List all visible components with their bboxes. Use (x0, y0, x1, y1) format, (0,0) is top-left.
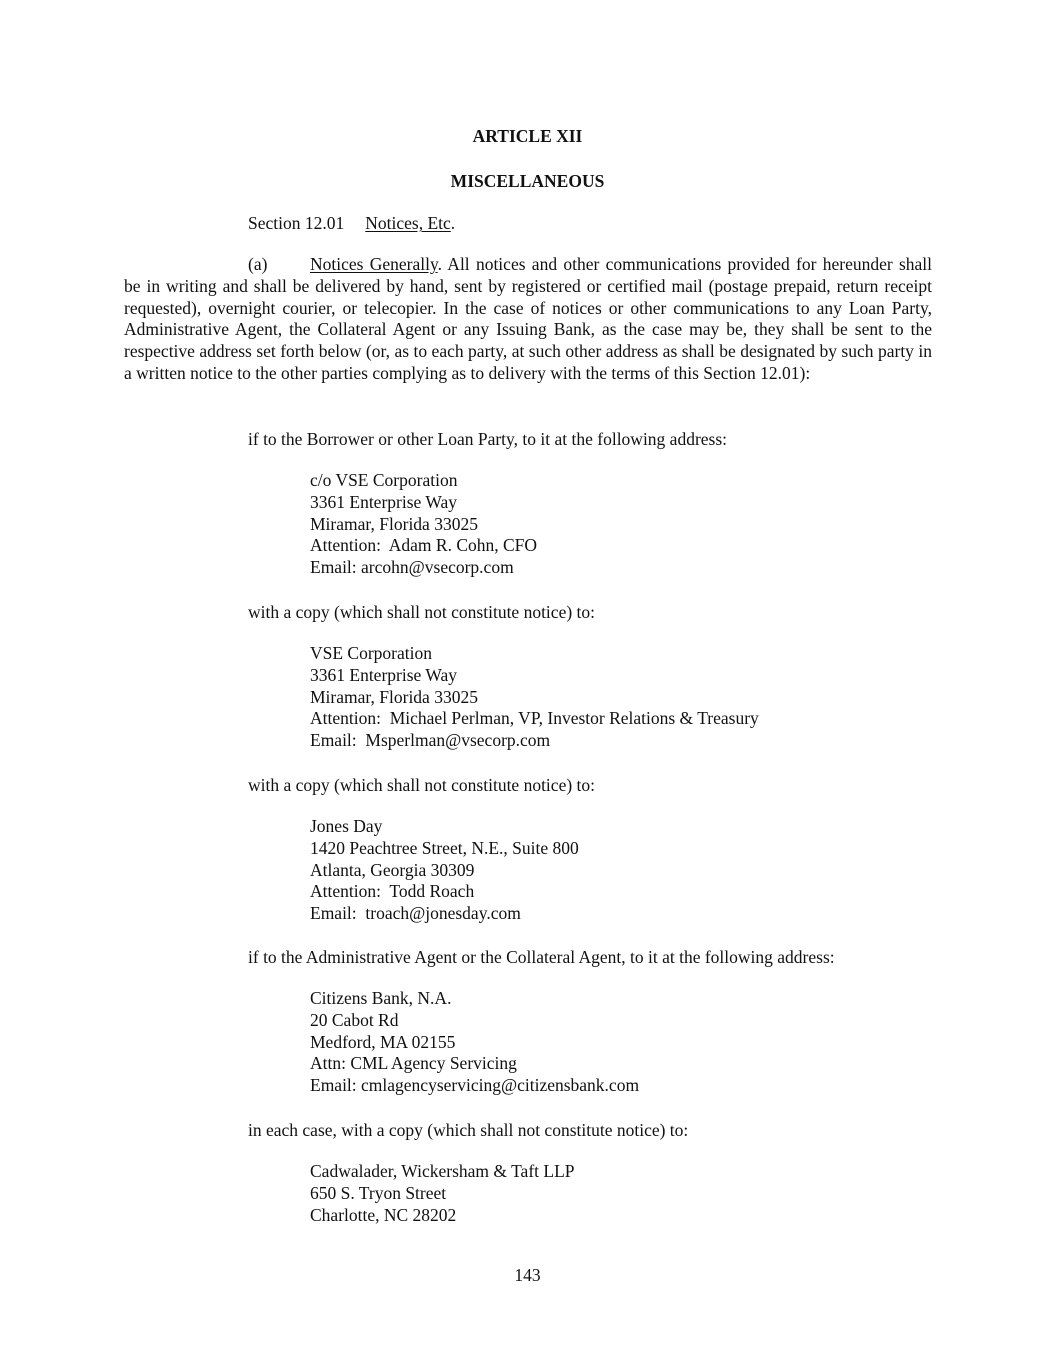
notice-lead-copy-jones-day: with a copy (which shall not constitute notice) to: (248, 775, 596, 795)
notice-lead-agent: if to the Administrative Agent or the Collateral Agent, to it at the following address: (248, 947, 835, 967)
address-line: c/o VSE Corporation (310, 470, 458, 490)
address-line: Email: troach@jonesday.com (310, 903, 521, 924)
address-borrower (310, 470, 537, 579)
address-line: 3361 Enterprise Way (310, 491, 457, 512)
address-vse (310, 643, 759, 752)
address-line: Attention: Michael Perlman, VP, Investor Relations & Treasury (310, 708, 759, 729)
address-citizens-bank (310, 988, 639, 1097)
section-heading (248, 212, 455, 234)
section-title-suffix: . (450, 213, 456, 233)
address-line: Medford, MA 02155 (310, 1031, 456, 1052)
paragraph-a-heading: Notices Generally (310, 254, 438, 274)
address-line: Email: arcohn@vsecorp.com (310, 557, 514, 578)
paragraph-a-text: . All notices and other communications provided for hereunder shall be in writing and shall be delivered by hand, sent by registered or certified mail (postage prepaid, return receipt requested), overnight courier, or telecopier. In the case of notices or other communications to any Loan Party, Administrative Agent, the Collateral Agent or any Issuing Bank, as the case may be, they shall be sent to the respective address set forth below (or, as to each party, at such other address as shall be designated by such party in a written notice to the other parties complying as to delivery with the terms of this Section 12.01): (124, 254, 933, 383)
address-line: Email: Msperlman@vsecorp.com (310, 730, 551, 751)
address-line: Charlotte, NC 28202 (310, 1204, 457, 1225)
address-line: Attention: Adam R. Cohn, CFO (310, 535, 538, 556)
address-line: Atlanta, Georgia 30309 (310, 859, 475, 880)
address-jones-day (310, 816, 579, 925)
notice-lead-borrower: if to the Borrower or other Loan Party, to it at the following address: (248, 429, 728, 449)
address-line: 20 Cabot Rd (310, 1009, 399, 1030)
article-title: MISCELLANEOUS (450, 171, 605, 191)
address-line: Attn: CML Agency Servicing (310, 1053, 517, 1074)
address-line: Citizens Bank, N.A. (310, 988, 452, 1008)
notice-lead-copy-cadwalader: in each case, with a copy (which shall not constitute notice) to: (248, 1120, 689, 1140)
address-line: Cadwalader, Wickersham & Taft LLP (310, 1161, 575, 1181)
address-line: 650 S. Tryon Street (310, 1182, 447, 1203)
section-number: Section 12.01 (248, 213, 345, 233)
section-title: Notices, Etc (365, 213, 451, 233)
address-line: Attention: Todd Roach (310, 881, 475, 902)
address-line: VSE Corporation (310, 643, 433, 663)
address-cadwalader (310, 1161, 575, 1226)
page-number: 143 (514, 1265, 541, 1285)
address-line: Miramar, Florida 33025 (310, 686, 478, 707)
address-line: 3361 Enterprise Way (310, 664, 457, 685)
paragraph-a-label: (a) (248, 254, 268, 274)
address-line: Email: cmlagencyservicing@citizensbank.com (310, 1075, 640, 1096)
notice-lead-copy-vse: with a copy (which shall not constitute notice) to: (248, 602, 596, 622)
article-number: ARTICLE XII (472, 126, 583, 146)
address-line: Jones Day (310, 816, 383, 836)
address-line: Miramar, Florida 33025 (310, 513, 478, 534)
address-line: 1420 Peachtree Street, N.E., Suite 800 (310, 837, 579, 858)
paragraph-a (124, 254, 932, 385)
